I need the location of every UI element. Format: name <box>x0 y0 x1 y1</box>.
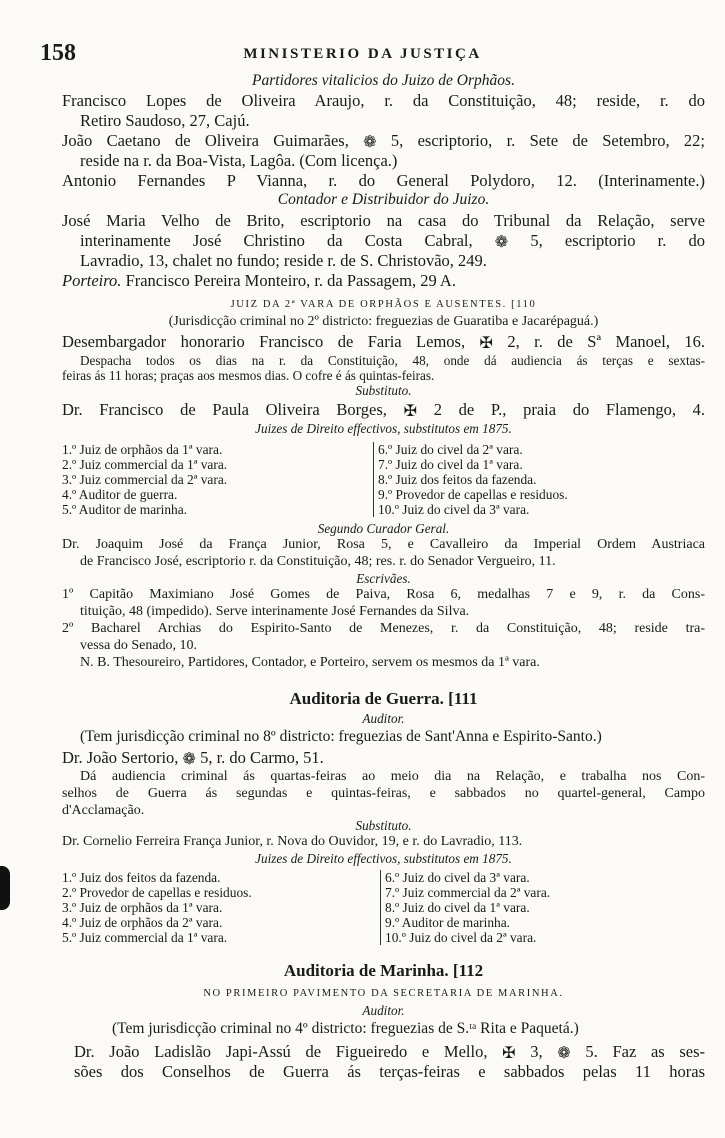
entry-text: 2, r. de Sª Manoel, 16. <box>507 332 705 351</box>
list-item: 5.º Auditor de marinha. <box>62 502 188 517</box>
column-divider <box>373 442 374 517</box>
list-item: 8.º Juiz do civel da 1ª vara. <box>385 900 530 915</box>
list-item: 4.º Auditor de guerra. <box>62 487 178 502</box>
entry-line: Antonio Fernandes P Vianna, r. do General Polydoro, 12. (Interinamente.) <box>62 171 705 190</box>
section-heading-marinha: Auditoria de Marinha. [112 <box>283 961 484 980</box>
entry-line: José Maria Velho de Brito, escriptorio na casa do Tribunal da Relação, serve <box>62 211 705 230</box>
jurisdiction-note: (Tem jurisdicção criminal no 4º districto: freguezias de S.ᵗᵃ Rita e Paquetá.) <box>112 1020 579 1037</box>
rose-order-icon: ❁ <box>182 751 196 767</box>
jurisdiction-note: (Jurisdicção criminal no 2º districto: freguezias de Guaratiba e Jacarépaguá.) <box>168 314 599 329</box>
entry-line: Despacha todos os dias na r. da Constituição, 48, onde dá audiencia ás terças e sextas- <box>80 353 705 368</box>
heading-contador: Contador e Distribuidor do Juizo. <box>277 191 490 208</box>
list-item: 8.º Juiz dos feitos da fazenda. <box>378 472 537 487</box>
list-item: 6.º Juiz do civel da 2ª vara. <box>378 442 523 457</box>
entry-line: tituição, 48 (impedido). Serve interinamente José Fernandes da Silva. <box>80 604 470 619</box>
rose-order-icon: ❁ <box>557 1045 571 1061</box>
entry-line: Francisco Lopes de Oliveira Araujo, r. da Constituição, 48; reside, r. do <box>62 91 705 110</box>
rose-order-icon: ❁ <box>363 134 377 150</box>
heading-substituto: Substituto. <box>355 818 412 833</box>
substitutes-list-right <box>378 442 568 517</box>
rose-order-icon: ❁ <box>494 234 509 250</box>
list-item: 1.º Juiz de orphãos da 1ª vara. <box>62 442 223 457</box>
entry-line <box>62 271 705 290</box>
column-divider <box>380 870 381 945</box>
entry-line: vessa do Senado, 10. <box>80 638 198 653</box>
entry-text: 2 de P., praia do Flamengo, 4. <box>433 400 705 419</box>
entry-line <box>62 131 705 150</box>
entry-text: 3, <box>530 1042 543 1061</box>
section-heading-guerra: Auditoria de Guerra. [111 <box>289 689 478 708</box>
substitutes-list-right <box>385 870 550 945</box>
entry-line: d'Acclamação. <box>62 803 145 818</box>
list-item: 7.º Juiz do civel da 1ª vara. <box>378 457 523 472</box>
list-item: 10.º Juiz do civel da 2ª vara. <box>385 930 537 945</box>
entry-line: Lavradio, 13, chalet no fundo; reside r. de S. Christovão, 249. <box>80 251 487 270</box>
entry-line: Retiro Saudoso, 27, Cajú. <box>80 111 250 130</box>
entry-line: de Francisco José, escriptorio r. da Constituição, 48; res. r. do Senador Vergueiro, 11. <box>80 554 556 569</box>
heading-juizes: Juizes de Direito effectivos, substitutos em 1875. <box>255 851 512 866</box>
entry-text: Dr. João Sertorio, <box>62 748 179 767</box>
entry-line <box>80 231 705 250</box>
heading-auditor: Auditor. <box>362 1003 405 1018</box>
entry-line: 1º Capitão Maximiano José Gomes de Paiva, Rosa 6, medalhas 7 e 9, r. da Cons- <box>62 587 705 602</box>
entry-text: Francisco Pereira Monteiro, r. da Passagem, 29 A. <box>125 271 456 290</box>
heading-substituto: Substituto. <box>355 383 412 398</box>
commenda-icon: ✠ <box>502 1045 516 1061</box>
entry-line: Dr. Cornelio Ferreira França Junior, r. Nova do Ouvidor, 19, e r. do Lavradio, 113. <box>62 834 523 849</box>
list-item: 6.º Juiz do civel da 3ª vara. <box>385 870 530 885</box>
heading-curador: Segundo Curador Geral. <box>317 521 450 536</box>
entry-line: feiras ás 11 horas; praças aos mesmos dias. O cofre é ás quintas-feiras. <box>62 368 435 383</box>
entry-line: reside na r. da Boa-Vista, Lagôa. (Com licença.) <box>80 151 398 170</box>
entry-label: Porteiro. <box>62 271 122 290</box>
entry-line: selhos de Guerra ás segundas e quintas-feiras, e sabbados no quartel-general, Campo <box>62 786 705 801</box>
entry-text: 5, escriptorio, r. Sete de Setembro, 22; <box>390 131 705 150</box>
entry-text: interinamente José Christino da Costa Cabral, <box>80 231 473 250</box>
entry-line: N. B. Thesoureiro, Partidores, Contador, e Porteiro, servem os mesmos da 1ª vara. <box>80 655 540 670</box>
list-item: 10.º Juiz do civel da 3ª vara. <box>378 502 530 517</box>
list-item: 2.º Juiz commercial da 1ª vara. <box>62 457 228 472</box>
entry-line <box>74 1042 705 1061</box>
entry-line: Dr. Joaquim José da França Junior, Rosa 5, e Cavalleiro da Imperial Ordem Austriaca <box>62 537 705 552</box>
commenda-icon: ✠ <box>479 335 493 351</box>
list-item: 3.º Juiz de orphãos da 1ª vara. <box>62 900 223 915</box>
section-heading-2a-vara: JUIZ DA 2ª VARA DE ORPHÃOS E AUSENTES. [110 <box>230 299 537 310</box>
jurisdiction-note: (Tem jurisdicção criminal no 8º districto: freguezias de Sant'Anna e Espirito-Santo.) <box>80 728 602 745</box>
commenda-icon: ✠ <box>403 403 418 419</box>
list-item: 5.º Juiz commercial da 1ª vara. <box>62 930 228 945</box>
entry-line: 2º Bacharel Archias do Espirito-Santo de Menezes, r. da Constituição, 48; reside tra- <box>62 621 705 636</box>
entry-text: 5. Faz as ses- <box>585 1042 705 1061</box>
entry-line <box>62 400 705 419</box>
entry-text: Desembargador honorario Francisco de Faria Lemos, <box>62 332 466 351</box>
heading-escrivaes: Escrivães. <box>356 571 411 586</box>
entry-line <box>62 748 705 767</box>
entry-text: João Caetano de Oliveira Guimarães, <box>62 131 349 150</box>
list-item: 9.º Provedor de capellas e residuos. <box>378 487 568 502</box>
list-item: 3.º Juiz commercial da 2ª vara. <box>62 472 228 487</box>
list-item: 2.º Provedor de capellas e residuos. <box>62 885 252 900</box>
list-item: 7.º Juiz commercial da 2ª vara. <box>385 885 551 900</box>
entry-text: Dr. João Ladislão Japi-Assú de Figueiredo e Mello, <box>74 1042 488 1061</box>
entry-text: 5, escriptorio r. do <box>530 231 705 250</box>
section-subheading: NO PRIMEIRO PAVIMENTO DA SECRETARIA DE MARINHA. <box>203 988 564 999</box>
entry-text: 5, r. do Carmo, 51. <box>200 748 324 767</box>
list-item: 1.º Juiz dos feitos da fazenda. <box>62 870 221 885</box>
running-header: MINISTERIO DA JUSTIÇA <box>243 46 482 62</box>
substitutes-list-left <box>62 870 252 945</box>
entry-line: Dá audiencia criminal ás quartas-feiras ao meio dia na Relação, e trabalha nos Con- <box>80 769 705 784</box>
list-item: 9.º Auditor de marinha. <box>385 915 511 930</box>
heading-partidores: Partidores vitalicios do Juizo de Orphãos. <box>252 72 515 89</box>
binding-mark <box>0 866 10 910</box>
entry-line <box>62 332 705 351</box>
entry-text: Dr. Francisco de Paula Oliveira Borges, <box>62 400 387 419</box>
heading-juizes: Juizes de Direito effectivos, substitutos em 1875. <box>255 421 512 436</box>
entry-line: sões dos Conselhos de Guerra ás terças-feiras e sabbados pelas 11 horas <box>74 1062 705 1081</box>
list-item: 4.º Juiz de orphãos da 2ª vara. <box>62 915 223 930</box>
page-number: 158 <box>40 40 76 66</box>
substitutes-list-left <box>62 442 227 517</box>
heading-auditor: Auditor. <box>362 711 405 726</box>
